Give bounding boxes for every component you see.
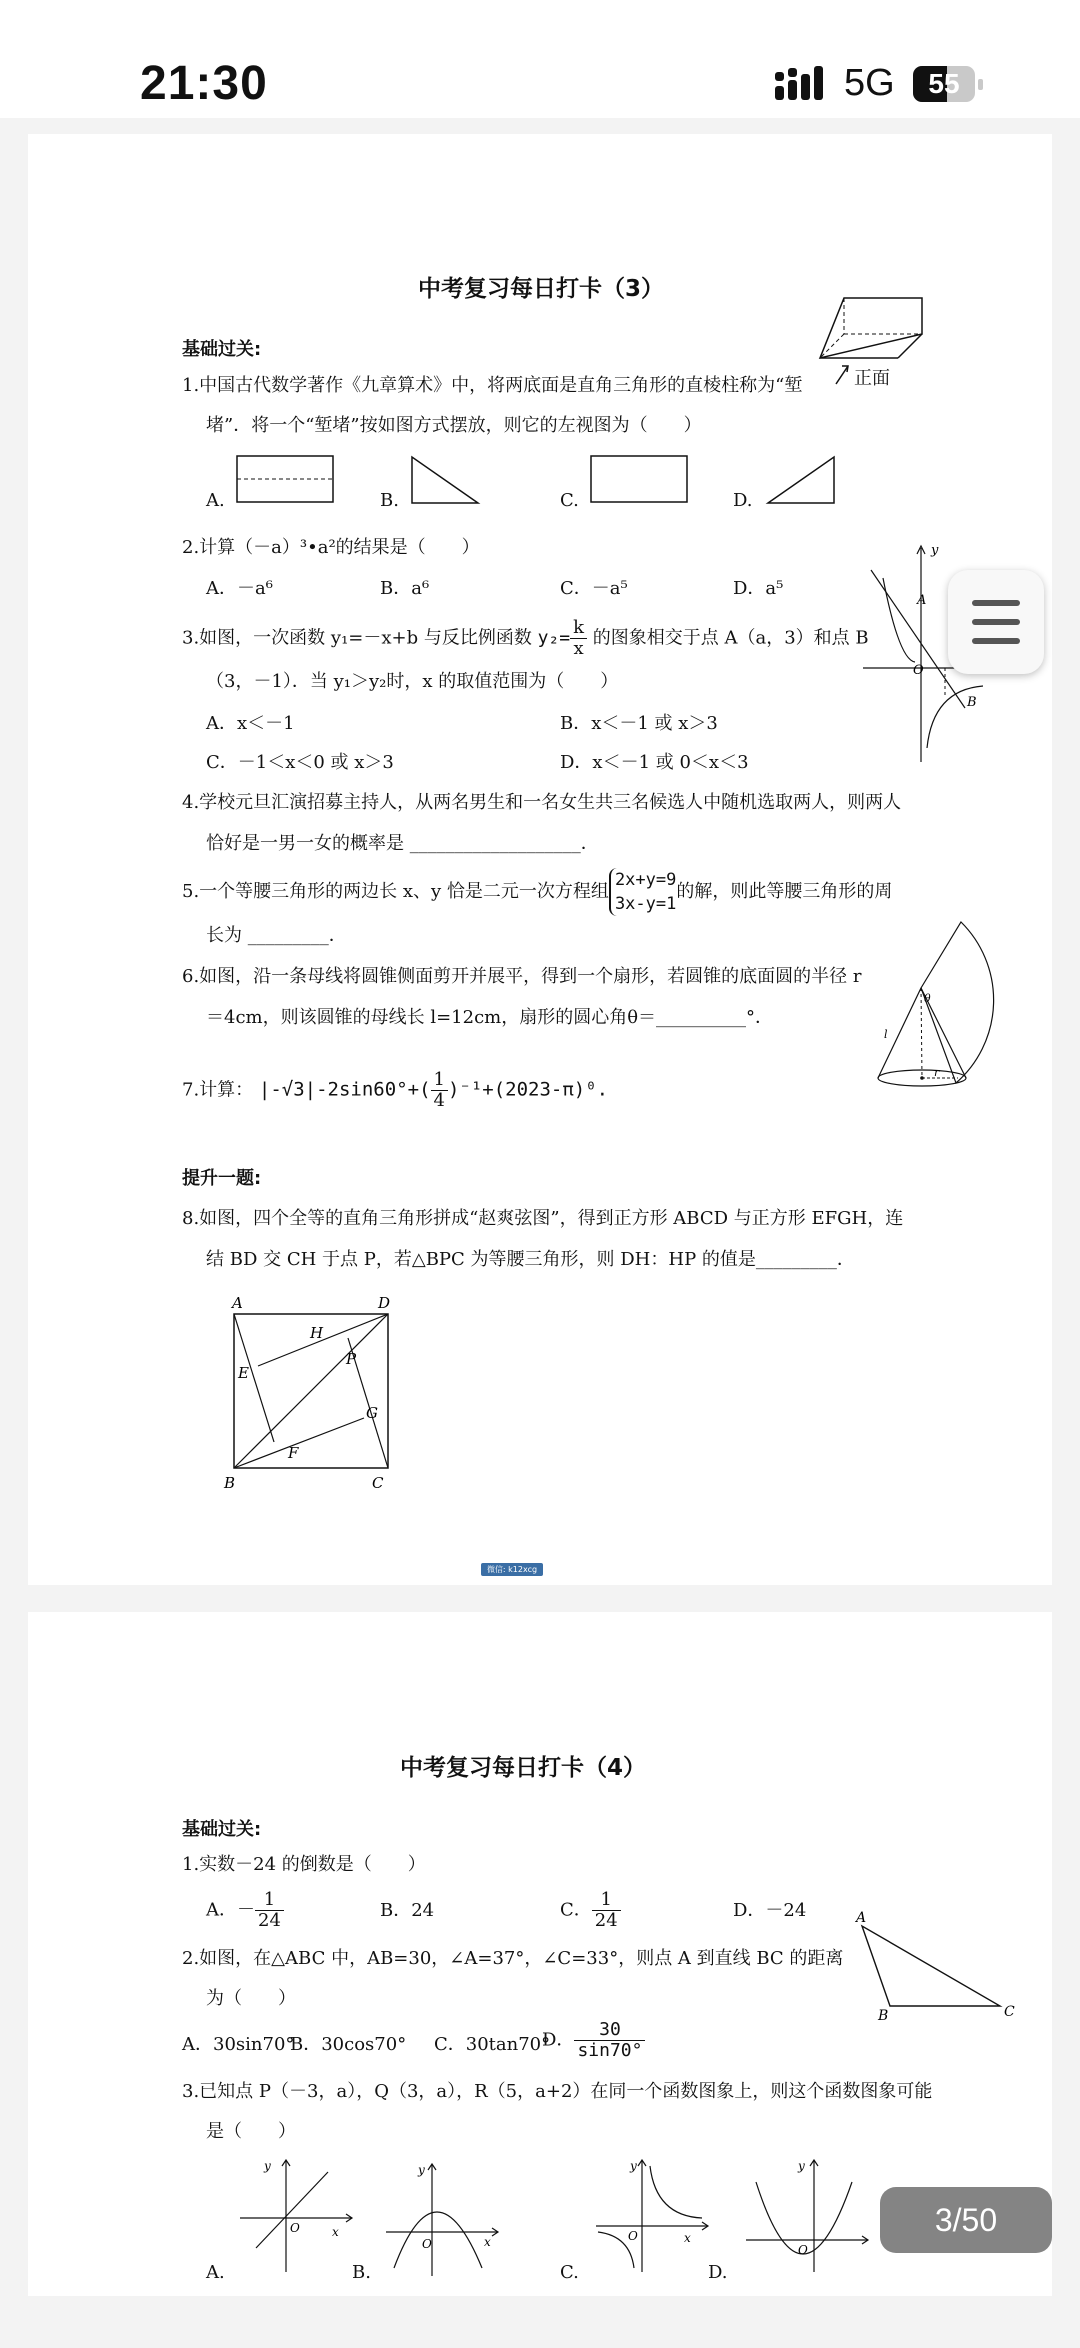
p4-q2-d-num: 30 <box>574 2020 645 2041</box>
signal-strength-icon <box>775 66 833 102</box>
q8-fig-c: C <box>372 1474 384 1492</box>
page-title-4: 中考复习每日打卡（4） <box>400 1755 647 1781</box>
triangle-abc-figure <box>850 1910 1020 2024</box>
p4-q3-option-d: D. <box>708 2262 728 2283</box>
question-5-line-1 <box>182 868 892 916</box>
q7-fraction <box>431 1070 448 1111</box>
p4-q1-option-d: D．－24 <box>733 1900 807 1921</box>
status-bar <box>0 0 1080 118</box>
question-5-line-2: 长为 _________． <box>206 925 347 946</box>
p4-q1-option-b: B．24 <box>380 1900 435 1921</box>
front-view-label: 正面 <box>854 368 890 389</box>
p4-q1-option-c <box>560 1890 621 1931</box>
graph-a-o: O <box>290 2221 300 2235</box>
q6-fig-r: r <box>934 1066 940 1079</box>
p4-q3-option-c: C. <box>560 2262 579 2283</box>
q3-fig-y-label: y <box>931 543 939 558</box>
question-3-line-2: （3，－1）．当 y₁＞y₂时，x 的取值范围为（ ） <box>206 671 619 692</box>
menu-icon-bar-3 <box>972 638 1020 644</box>
q7-expression-2: )⁻¹+(2023-π)⁰. <box>447 1078 609 1101</box>
battery-tip <box>978 79 983 90</box>
p4-q1-a-fraction <box>255 1890 284 1931</box>
menu-icon-bar-1 <box>972 600 1020 606</box>
q2-option-c: C．－a⁵ <box>560 578 628 599</box>
question-2: 2.计算（－a）³•a²的结果是（ ） <box>182 537 480 558</box>
p4-q1-option-a <box>206 1890 284 1931</box>
graph-option-d <box>742 2156 872 2276</box>
q3-text-part-1: 3.如图，一次函数 y₁=－x+b 与反比例函数 <box>182 627 532 649</box>
p4-q1-c-prefix: C． <box>560 1899 592 1921</box>
p4-q2-option-b: B．30cos70° <box>290 2034 407 2055</box>
q2-option-b: B．a⁶ <box>380 578 430 599</box>
p4-q2-fig-c: C <box>1004 2004 1015 2020</box>
q3-y2: y₂= <box>537 627 571 649</box>
section-heading: 基础过关: <box>182 339 262 360</box>
q8-fig-p: P <box>346 1350 357 1368</box>
graph-option-b <box>382 2160 502 2280</box>
q8-fig-a: A <box>232 1294 243 1312</box>
graph-c-x: x <box>684 2231 691 2245</box>
p4-q1-a-prefix: A．－ <box>206 1899 255 1921</box>
cone-sector-figure <box>866 918 1016 1088</box>
q3-fig-point-a: A <box>917 593 927 608</box>
p4-q1-c-num: 1 <box>592 1890 621 1911</box>
q7-prefix: 7.计算： <box>182 1079 254 1101</box>
graph-d-y: y <box>798 2159 805 2173</box>
graph-c-y: y <box>630 2159 637 2173</box>
p4-question-3-line-1: 3.已知点 P（－3，a），Q（3，a），R（5，a+2）在同一个函数图象上，则这个函数图象可能 <box>182 2081 933 2102</box>
q7-expression-1: |-√3|-2sin60°+( <box>258 1078 431 1101</box>
q5-equation-1: 2x+y=9 <box>614 870 677 890</box>
option-b-triangle <box>410 455 480 505</box>
graph-c-o: O <box>628 2229 638 2243</box>
question-8-line-2: 结 BD 交 CH 于点 P，若△BPC 为等腰三角形，则 DH：HP 的值是_________． <box>206 1249 855 1270</box>
menu-button[interactable] <box>948 570 1044 674</box>
p4-question-1: 1.实数－24 的倒数是（ ） <box>182 1854 426 1875</box>
p4-q2-fig-b: B <box>878 2008 889 2024</box>
q8-fig-b: B <box>224 1474 236 1492</box>
q8-fig-e: E <box>238 1364 249 1382</box>
question-3-line-1 <box>182 618 869 659</box>
q3-text-part-2: 的图象相交于点 A（a，3）和点 B <box>592 627 869 649</box>
q3-fraction-num: k <box>570 618 587 639</box>
page-title: 中考复习每日打卡（3） <box>418 276 665 302</box>
question-4-line-2: 恰好是一男一女的概率是 ___________________． <box>206 833 599 854</box>
question-6-line-2: ＝4cm，则该圆锥的母线长 l=12cm，扇形的圆心角θ＝__________°． <box>206 1007 774 1028</box>
network-type: 5G <box>844 62 895 104</box>
graph-a-y: y <box>264 2159 271 2173</box>
section-heading-p4: 基础过关: <box>182 1819 262 1840</box>
q3-fig-point-b: B <box>967 695 977 710</box>
p4-question-2-line-2: 为（ ） <box>206 1988 296 2009</box>
q7-fraction-den: 4 <box>433 1090 445 1111</box>
option-c-rectangle <box>590 455 690 505</box>
q5-equation-system <box>609 868 676 916</box>
option-d: D. <box>733 490 753 511</box>
graph-b-x: x <box>484 2235 491 2249</box>
p4-q3-option-a: A. <box>206 2262 225 2283</box>
q3-fraction <box>570 618 587 659</box>
option-a: A. <box>206 490 225 511</box>
p4-q1-a-num: 1 <box>255 1890 284 1911</box>
p4-q1-a-den: 24 <box>258 1910 281 1931</box>
question-6-line-1: 6.如图，沿一条母线将圆锥侧面剪开并展平，得到一个扇形，若圆锥的底面圆的半径 r <box>182 966 862 987</box>
q3-option-a: A．x＜－1 <box>206 713 295 734</box>
question-1-line-1: 1.中国古代数学著作《九章算术》中，将两底面是直角三角形的直棱柱称为“堑 <box>182 375 803 396</box>
q8-fig-h: H <box>310 1324 324 1342</box>
section-heading-2: 提升一题: <box>182 1168 262 1189</box>
p4-q2-option-a: A．30sin70° <box>182 2034 295 2055</box>
page-indicator[interactable]: 3/50 <box>880 2187 1052 2253</box>
p4-q3-option-b: B. <box>352 2262 371 2283</box>
question-1-line-2: 堵”．将一个“堑堵”按如图方式摆放，则它的左视图为（ ） <box>206 415 702 436</box>
question-8-line-1: 8.如图，四个全等的直角三角形拼成“赵爽弦图”，得到正方形 ABCD 与正方形 EFGH，连 <box>182 1208 904 1229</box>
option-a-rectangle-dashed <box>236 455 336 505</box>
p4-q2-option-c: C．30tan70° <box>434 2034 551 2055</box>
q5-text-part-1: 5.一个等腰三角形的两边长 x、y 恰是二元一次方程组 <box>182 881 609 902</box>
q3-fig-origin: O <box>913 663 924 678</box>
q8-fig-d: D <box>378 1294 391 1312</box>
p4-question-3-line-2: 是（ ） <box>206 2121 296 2142</box>
q2-option-a: A．－a⁶ <box>206 578 273 599</box>
q3-fraction-den: x <box>573 638 584 659</box>
q7-fraction-num: 1 <box>431 1070 448 1091</box>
graph-d-o: O <box>798 2243 808 2257</box>
battery-level: 55 <box>928 68 960 99</box>
zhao-shuang-diagram <box>222 1292 402 1492</box>
question-4-line-1: 4.学校元旦汇演招募主持人，从两名男生和一名女生共三名候选人中随机选取两人，则两人 <box>182 792 902 813</box>
q3-option-d: D．x＜－1 或 0＜x＜3 <box>560 752 749 773</box>
watermark: 微信: k12xcg <box>481 1563 543 1576</box>
battery-icon <box>913 66 975 102</box>
q2-option-d: D．a⁵ <box>733 578 784 599</box>
graph-option-c <box>592 2156 712 2276</box>
status-time: 21:30 <box>140 57 268 110</box>
graph-b-o: O <box>422 2237 432 2251</box>
p4-q2-d-fraction <box>574 2020 645 2061</box>
option-c: C. <box>560 490 579 511</box>
graph-option-a <box>236 2156 356 2276</box>
option-d-triangle <box>766 455 836 505</box>
p4-q2-option-d <box>542 2020 645 2061</box>
q6-fig-theta: θ <box>924 992 931 1005</box>
p4-q1-c-den: 24 <box>594 1910 618 1931</box>
p4-question-2-line-1: 2.如图，在△ABC 中，AB=30，∠A=37°，∠C=33°，则点 A 到直线 BC 的距离 <box>182 1948 844 1969</box>
menu-icon-bar-2 <box>972 619 1020 625</box>
p4-q2-d-den: sin70° <box>577 2040 643 2061</box>
q3-option-c: C．－1＜x＜0 或 x＞3 <box>206 752 394 773</box>
option-b: B. <box>380 490 399 511</box>
q6-fig-l: l <box>884 1028 888 1041</box>
graph-a-x: x <box>332 2225 339 2239</box>
graph-b-y: y <box>418 2163 425 2177</box>
q5-text-part-2: 的解，则此等腰三角形的周 <box>676 881 893 902</box>
q8-fig-g: G <box>366 1404 378 1422</box>
q8-fig-f: F <box>288 1444 299 1462</box>
p4-q2-fig-a: A <box>856 1910 867 1926</box>
q3-option-b: B．x＜－1 或 x＞3 <box>560 713 718 734</box>
p4-q2-d-prefix: D． <box>542 2029 575 2051</box>
p4-q1-c-fraction <box>592 1890 621 1931</box>
q5-equation-2: 3x-y=1 <box>614 894 677 914</box>
question-7 <box>182 1070 608 1111</box>
